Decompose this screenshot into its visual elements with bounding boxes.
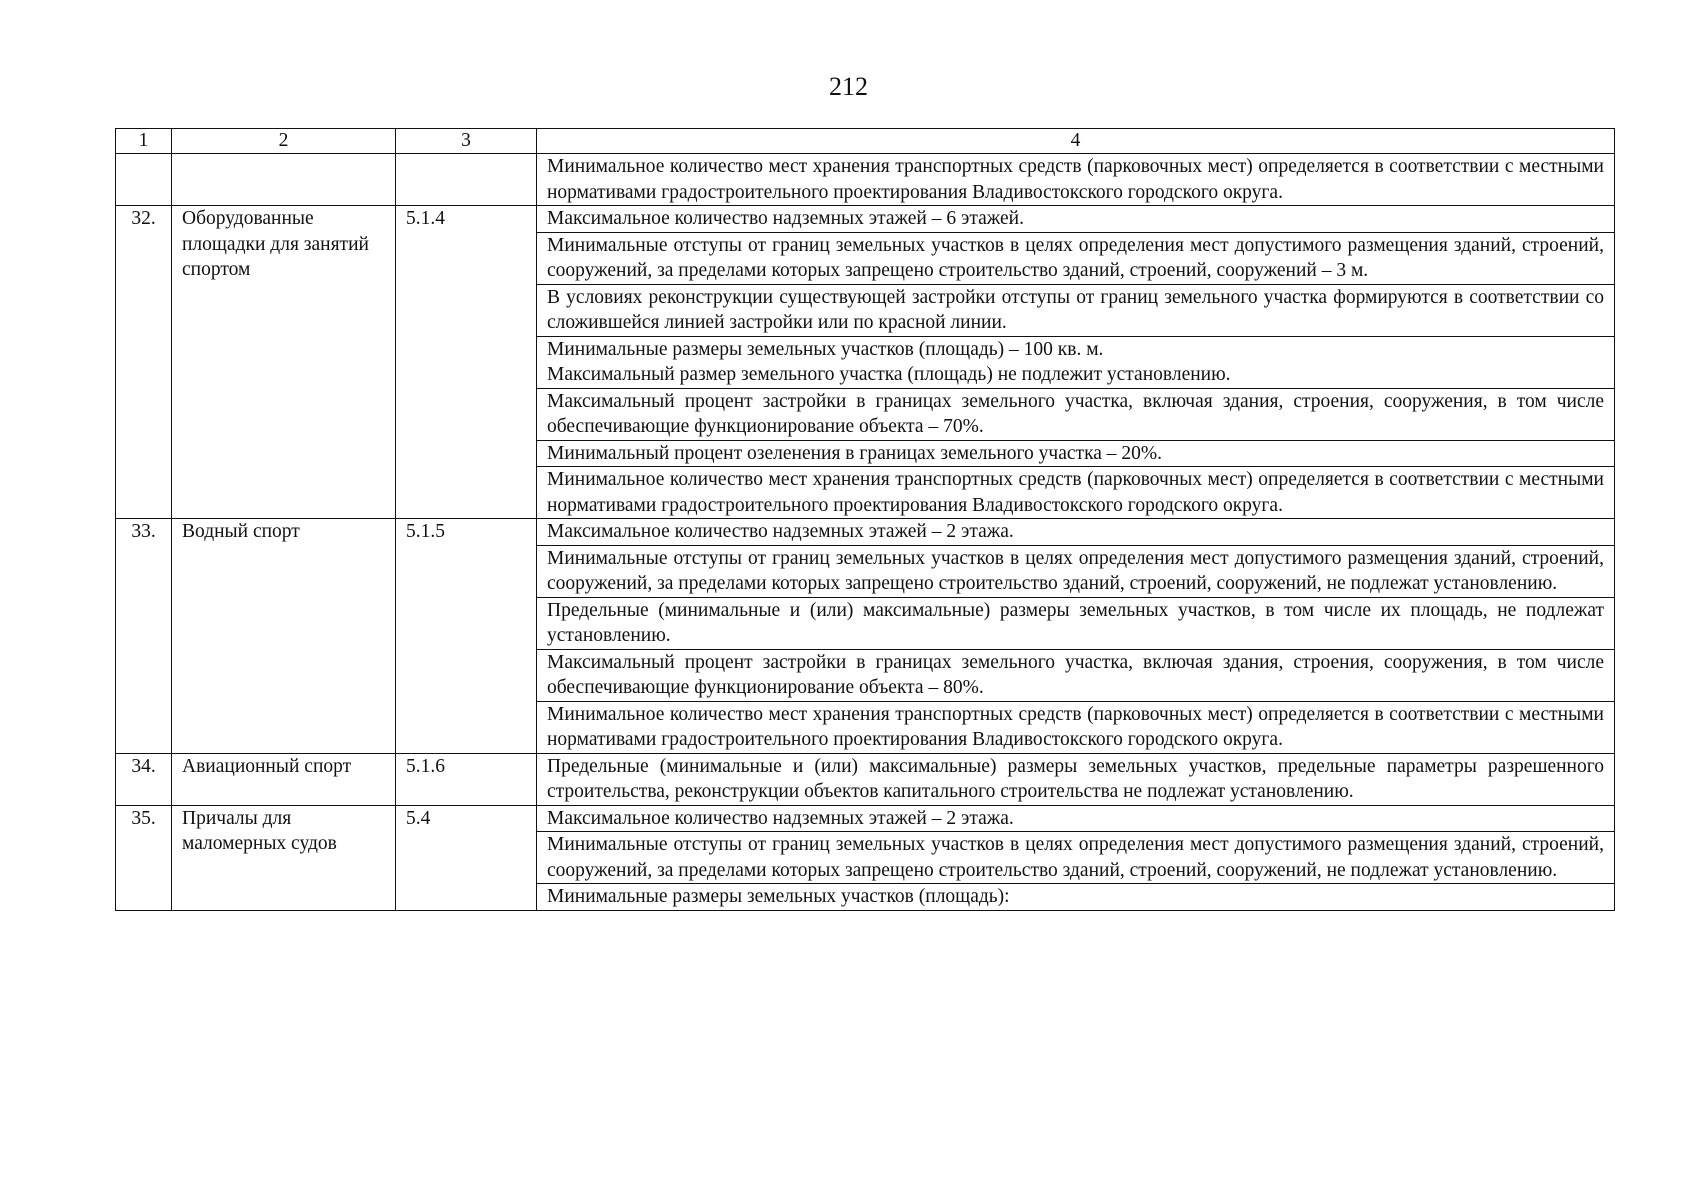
empty-cell — [172, 154, 396, 206]
parameter-cell: Минимальные размеры земельных участков (площадь) – 100 кв. м. Максимальный размер земельного участка (площадь) не подлежит установлению. — [537, 336, 1615, 388]
use-type-name: Причалы для маломерных судов — [172, 805, 396, 910]
parameter-cell: Минимальные отступы от границ земельных участков в целях определения мест допустимого размещения зданий, строений, сооружений, за пределами которых запрещено строительство зданий, строений, сооружений, не подлежат установлению. — [537, 545, 1615, 597]
parameter-cell: Максимальное количество надземных этажей – 6 этажей. — [537, 206, 1615, 233]
use-type-name: Оборудованные площадки для занятий спортом — [172, 206, 396, 519]
parameter-cell: Минимальные отступы от границ земельных участков в целях определения мест допустимого размещения зданий, строений, сооружений, за пределами которых запрещено строительство зданий, строений, сооружений, не подлежат установлению. — [537, 832, 1615, 884]
header-cell-1: 1 — [116, 129, 172, 154]
parameter-cell: Максимальный процент застройки в границах земельного участка, включая здания, строения, сооружения, в том числе обеспечивающие функционирование объекта – 70%. — [537, 388, 1615, 440]
parameter-cell: Минимальное количество мест хранения транспортных средств (парковочных мест) определяется в соответствии с местными нормативами градостроительного проектирования Владивостокского городского округа. — [537, 154, 1615, 206]
header-cell-4: 4 — [537, 129, 1615, 154]
regulations-table — [115, 128, 1615, 911]
parameter-cell: Минимальные отступы от границ земельных участков в целях определения мест допустимого размещения зданий, строений, сооружений, за пределами которых запрещено строительство зданий, строений, сооружений – 3 м. — [537, 232, 1615, 284]
row-number: 35. — [116, 805, 172, 910]
parameter-cell: Минимальное количество мест хранения транспортных средств (парковочных мест) определяется в соответствии с местными нормативами градостроительного проектирования Владивостокского городского округа. — [537, 467, 1615, 519]
parameter-cell: Предельные (минимальные и (или) максимальные) размеры земельных участков, в том числе их площадь, не подлежат установлению. — [537, 597, 1615, 649]
empty-cell — [116, 154, 172, 206]
parameter-cell: Минимальный процент озеленения в границах земельного участка – 20%. — [537, 440, 1615, 467]
use-type-name: Водный спорт — [172, 519, 396, 754]
use-type-code: 5.1.6 — [396, 753, 537, 805]
table-row — [116, 805, 1615, 832]
parameter-cell: В условиях реконструкции существующей застройки отступы от границ земельного участка формируются в соответствии со сложившейся линией застройки или по красной линии. — [537, 284, 1615, 336]
parameter-cell: Минимальные размеры земельных участков (площадь): — [537, 884, 1615, 911]
use-type-code: 5.1.4 — [396, 206, 537, 519]
empty-cell — [396, 154, 537, 206]
table-row — [116, 753, 1615, 805]
parameter-cell: Предельные (минимальные и (или) максимальные) размеры земельных участков, предельные параметры разрешенного строительства, реконструкции объектов капитального строительства не подлежат установлению. — [537, 753, 1615, 805]
header-cell-2: 2 — [172, 129, 396, 154]
table-row — [116, 519, 1615, 546]
header-cell-3: 3 — [396, 129, 537, 154]
page-number: 212 — [829, 72, 868, 101]
use-type-code: 5.4 — [396, 805, 537, 910]
use-type-name: Авиационный спорт — [172, 753, 396, 805]
parameter-cell: Максимальное количество надземных этажей – 2 этажа. — [537, 519, 1615, 546]
table-row — [116, 206, 1615, 233]
parameter-cell: Минимальное количество мест хранения транспортных средств (парковочных мест) определяется в соответствии с местными нормативами градостроительного проектирования Владивостокского городского округа. — [537, 701, 1615, 753]
row-number: 32. — [116, 206, 172, 519]
parameter-cell: Максимальное количество надземных этажей – 2 этажа. — [537, 805, 1615, 832]
row-number: 34. — [116, 753, 172, 805]
parameter-cell: Максимальный процент застройки в границах земельного участка, включая здания, строения, сооружения, в том числе обеспечивающие функционирование объекта – 80%. — [537, 649, 1615, 701]
continuation-row — [116, 154, 1615, 206]
row-number: 33. — [116, 519, 172, 754]
regulations-table-body — [116, 129, 1615, 911]
use-type-code: 5.1.5 — [396, 519, 537, 754]
table-header-row — [116, 129, 1615, 154]
